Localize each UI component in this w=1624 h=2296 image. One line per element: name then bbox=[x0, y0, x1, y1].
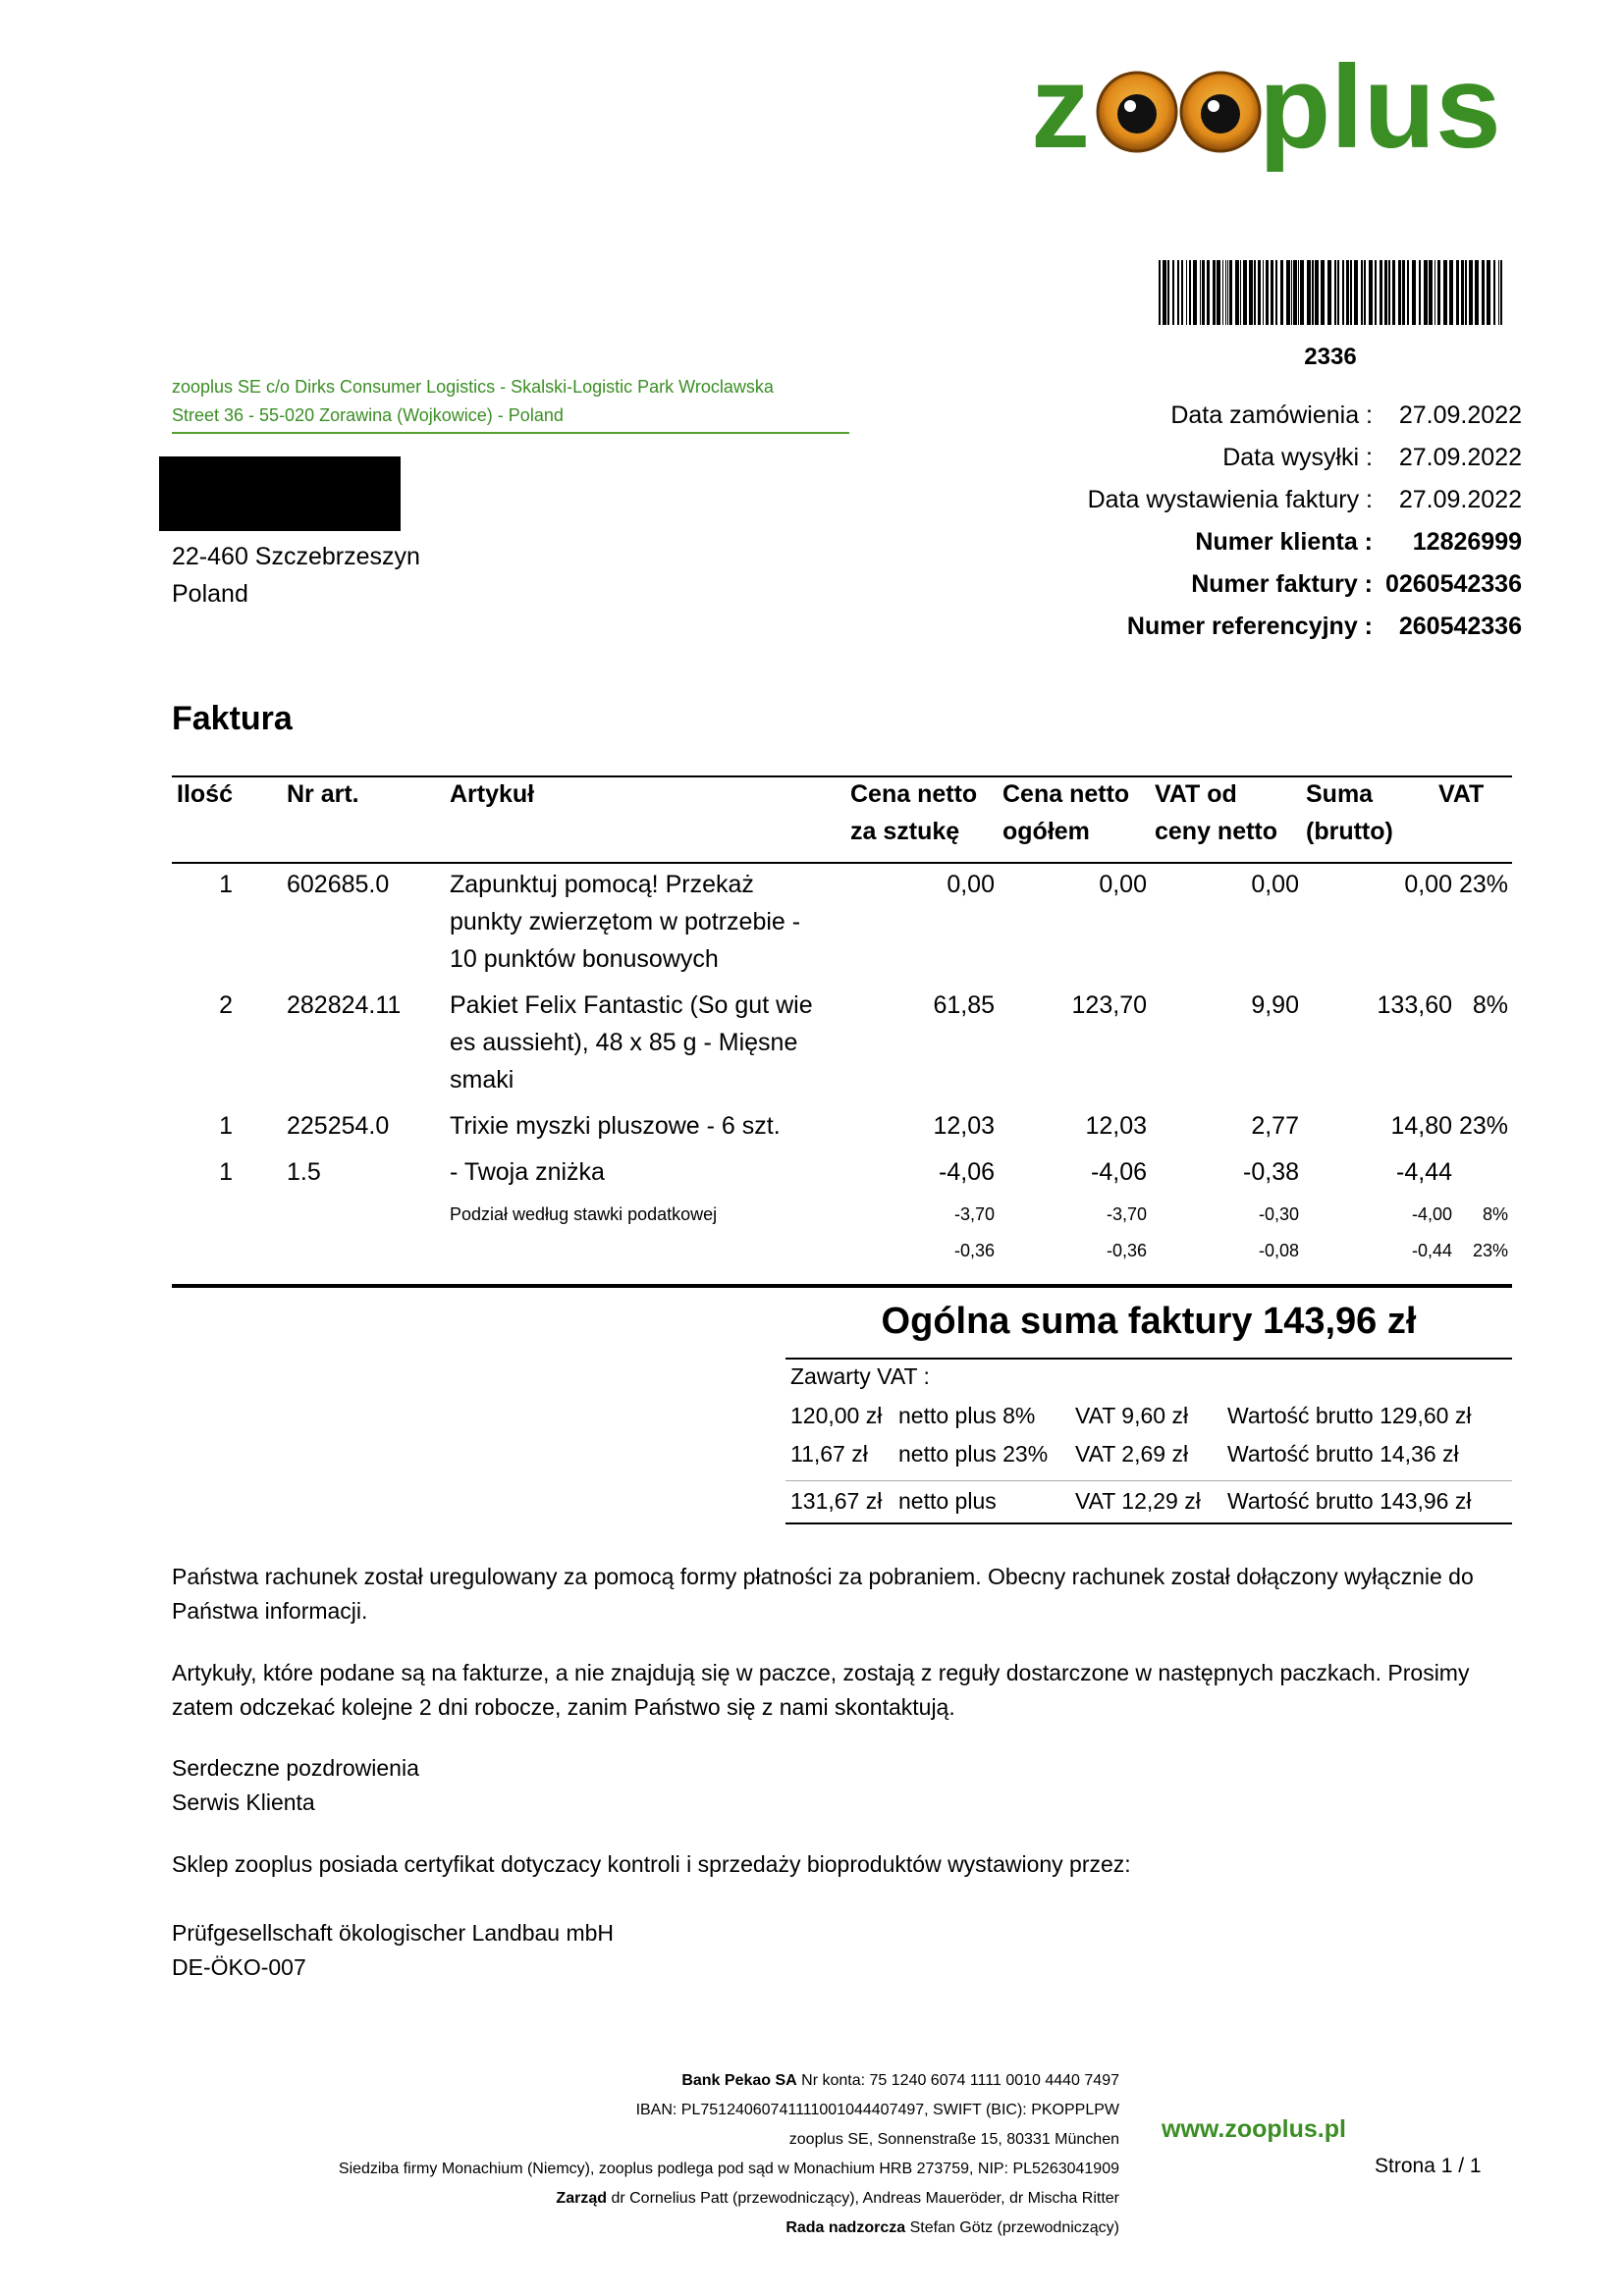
barcode-bar bbox=[1312, 260, 1314, 325]
barcode-bar bbox=[1227, 260, 1228, 325]
footer-iban: IBAN: PL75124060741111001044407497, SWIFT (BIC): PKOPPLPW bbox=[635, 2102, 1119, 2118]
cell-vat-net: 0,00 bbox=[1251, 871, 1299, 898]
barcode-bar bbox=[1235, 260, 1239, 325]
barcode-bar bbox=[1384, 260, 1387, 325]
footer-address: zooplus SE, Sonnenstraße 15, 80331 München bbox=[788, 2131, 1119, 2148]
cell-gross: 0,00 bbox=[1404, 871, 1452, 898]
vat-sum-vat: VAT 12,29 zł bbox=[1075, 1488, 1201, 1514]
barcode-bar bbox=[1229, 260, 1232, 325]
barcode-bar bbox=[1240, 260, 1241, 325]
cell-vat-net: -0,38 bbox=[1243, 1158, 1299, 1186]
greeting bbox=[172, 1751, 1517, 1820]
breakdown-unit-net: -0,36 bbox=[953, 1241, 995, 1260]
barcode-bar bbox=[1258, 260, 1261, 325]
text-line: DE-ÖKO-007 bbox=[172, 1954, 306, 1980]
breakdown-vat: 8% bbox=[1482, 1204, 1508, 1224]
barcode-bar bbox=[1298, 260, 1299, 325]
delivery-note bbox=[172, 1656, 1517, 1725]
barcode-bar bbox=[1193, 260, 1197, 325]
cell-total-net: -4,06 bbox=[1091, 1158, 1147, 1186]
col-header-gross: Suma bbox=[1306, 780, 1374, 808]
redacted-name-block bbox=[159, 456, 401, 531]
barcode-bar bbox=[1487, 260, 1490, 325]
sender-line: zooplus SE c/o Dirks Consumer Logistics - Skalski-Logistic Park Wroclawska bbox=[172, 377, 774, 397]
barcode-bar bbox=[1443, 260, 1447, 325]
barcode-bar bbox=[1307, 260, 1311, 325]
col-header-art-no: Nr art. bbox=[287, 780, 359, 808]
meta-value: 12826999 bbox=[1412, 528, 1522, 556]
breakdown-gross: -0,44 bbox=[1411, 1241, 1452, 1260]
barcode-bar bbox=[1275, 260, 1277, 325]
cell-unit-net: -4,06 bbox=[939, 1158, 995, 1186]
cell-article: Pakiet Felix Fantastic (So gut wie bbox=[450, 991, 813, 1019]
barcode-bar bbox=[1300, 260, 1304, 325]
cell-unit-net: 12,03 bbox=[933, 1112, 995, 1140]
meta-value: 27.09.2022 bbox=[1398, 486, 1522, 513]
cell-article: Zapunktuj pomocą! Przekaż bbox=[450, 871, 754, 898]
text-line: Prüfgesellschaft ökologischer Landbau mbH bbox=[172, 1920, 615, 1946]
barcode-bar bbox=[1375, 260, 1377, 325]
vat-row-net: 120,00 zł bbox=[790, 1403, 883, 1428]
footer-supervisory-label: Rada nadzorcza bbox=[785, 2219, 906, 2236]
text-line: Serwis Klienta bbox=[172, 1789, 315, 1815]
totals-bottom-rule bbox=[785, 1522, 1512, 1524]
col-header-vat: VAT bbox=[1438, 780, 1485, 808]
cell-unit-net: 61,85 bbox=[933, 991, 995, 1019]
barcode-number: 2336 bbox=[1304, 344, 1357, 370]
barcode-bar bbox=[1419, 260, 1421, 325]
cell-total-net: 12,03 bbox=[1085, 1112, 1147, 1140]
barcode-bar bbox=[1159, 260, 1161, 325]
cell-article: 10 punktów bonusowych bbox=[450, 945, 719, 973]
barcode-bar bbox=[1429, 260, 1433, 325]
barcode-bar bbox=[1291, 260, 1292, 325]
meta-value: 0260542336 bbox=[1384, 570, 1522, 598]
barcode-bar bbox=[1200, 260, 1201, 325]
barcode-bar bbox=[1402, 260, 1405, 325]
vat-row-label: netto plus 23% bbox=[898, 1441, 1049, 1467]
meta-label: Data zamówienia : bbox=[1170, 401, 1373, 429]
barcode-bar bbox=[1456, 260, 1459, 325]
vat-caption: Zawarty VAT : bbox=[790, 1363, 930, 1389]
barcode-bar bbox=[1346, 260, 1349, 325]
col-header-article: Artykuł bbox=[450, 780, 535, 808]
cell-article: punkty zwierzętom w potrzebie - bbox=[450, 908, 801, 935]
barcode-bar bbox=[1243, 260, 1247, 325]
barcode-bar bbox=[1342, 260, 1344, 325]
barcode-bar bbox=[1263, 260, 1264, 325]
cell-total-net: 0,00 bbox=[1099, 871, 1147, 898]
items-table bbox=[172, 775, 1512, 1286]
barcode-bar bbox=[1424, 260, 1428, 325]
barcode-bar bbox=[1354, 260, 1358, 325]
barcode-bar bbox=[1167, 260, 1169, 325]
meta-label: Data wysyłki : bbox=[1222, 444, 1373, 471]
cell-vat-net: 2,77 bbox=[1251, 1112, 1299, 1140]
certificate-note bbox=[172, 1847, 1517, 1882]
barcode-bar bbox=[1398, 260, 1401, 325]
text-line: Sklep zooplus posiada certyfikat dotyczacy kontroli i sprzedaży bioproduktów wystawiony przez: bbox=[172, 1851, 1131, 1877]
recipient-address bbox=[172, 538, 420, 613]
meta-row bbox=[982, 437, 1532, 479]
cell-qty: 1 bbox=[219, 871, 233, 898]
barcode-bar bbox=[1380, 260, 1382, 325]
barcode-bar bbox=[1498, 260, 1499, 325]
breakdown-label: Podział według stawki podatkowej bbox=[450, 1204, 718, 1224]
barcode-bar bbox=[1213, 260, 1216, 325]
barcode-bar bbox=[1327, 260, 1331, 325]
col-header-vat-net: VAT od bbox=[1155, 780, 1237, 808]
cell-article: Trixie myszki pluszowe - 6 szt. bbox=[450, 1112, 781, 1140]
text-line: Serdeczne pozdrowienia bbox=[172, 1755, 419, 1781]
meta-row bbox=[982, 479, 1532, 521]
recipient-line: Poland bbox=[172, 580, 248, 608]
barcode-bar bbox=[1465, 260, 1467, 325]
footer-board bbox=[245, 2184, 1119, 2214]
barcode-bar bbox=[1392, 260, 1395, 325]
barcode-bar bbox=[1280, 260, 1283, 325]
breakdown-unit-net: -3,70 bbox=[953, 1204, 995, 1224]
barcode-bar bbox=[1361, 260, 1363, 325]
barcode-bar bbox=[1225, 260, 1226, 325]
footer-board-members: dr Cornelius Patt (przewodniczący), Andreas Maueröder, dr Mischa Ritter bbox=[607, 2190, 1119, 2207]
barcode-bar bbox=[1412, 260, 1416, 325]
barcode bbox=[1159, 260, 1502, 325]
breakdown-total-net: -3,70 bbox=[1106, 1204, 1147, 1224]
barcode-bar bbox=[1181, 260, 1183, 325]
cell-art-no: 602685.0 bbox=[287, 871, 390, 898]
cell-vat-net: 9,90 bbox=[1251, 991, 1299, 1019]
meta-value: 27.09.2022 bbox=[1398, 444, 1522, 471]
website-link[interactable]: www.zooplus.pl bbox=[1162, 2115, 1346, 2143]
barcode-bar bbox=[1437, 260, 1440, 325]
barcode-bar bbox=[1286, 260, 1290, 325]
meta-label: Numer klienta : bbox=[1195, 528, 1373, 556]
recipient-line: 22-460 Szczebrzeszyn bbox=[172, 543, 420, 570]
footer-board-label: Zarząd bbox=[556, 2190, 607, 2207]
svg-text:plus: plus bbox=[1259, 41, 1501, 173]
vat-row-gross: Wartość brutto 14,36 zł bbox=[1227, 1441, 1459, 1467]
sender-line: Street 36 - 55-020 Zorawina (Wojkowice) - Poland bbox=[172, 405, 564, 425]
text-line: zatem odczekać kolejne 2 dni robocze, zanim Państwo się z nami skontaktują. bbox=[172, 1694, 955, 1720]
text-line: Państwa informacji. bbox=[172, 1598, 368, 1624]
payment-note bbox=[172, 1560, 1517, 1629]
invoice-meta bbox=[982, 395, 1532, 648]
meta-row bbox=[982, 521, 1532, 563]
barcode-bar bbox=[1217, 260, 1220, 325]
vat-row-label: netto plus 8% bbox=[898, 1403, 1036, 1428]
cell-vat: 8% bbox=[1472, 991, 1508, 1019]
cell-qty: 1 bbox=[219, 1112, 233, 1140]
barcode-bar bbox=[1271, 260, 1273, 325]
cell-vat: 23% bbox=[1458, 1112, 1508, 1140]
cell-article: smaki bbox=[450, 1066, 514, 1094]
cell-gross: 14,80 bbox=[1390, 1112, 1452, 1140]
text-line: Artykuły, które podane są na fakturze, a nie znajdują się w paczce, zostają z reguły dostarczone w następnych paczkach. Prosimy bbox=[172, 1660, 1470, 1685]
barcode-bar bbox=[1222, 260, 1223, 325]
vat-row-vat: VAT 9,60 zł bbox=[1075, 1403, 1189, 1428]
barcode-bar bbox=[1337, 260, 1339, 325]
vat-sum-gross: Wartość brutto 143,96 zł bbox=[1227, 1488, 1472, 1514]
col-header-qty: Ilość bbox=[177, 780, 233, 808]
meta-label: Numer faktury : bbox=[1191, 570, 1373, 598]
col-header-total-net: ogółem bbox=[1002, 818, 1090, 845]
meta-row bbox=[982, 606, 1532, 648]
barcode-bar bbox=[1364, 260, 1366, 325]
footer-supervisory bbox=[245, 2214, 1119, 2243]
barcode-bar bbox=[1293, 260, 1297, 325]
sender-address bbox=[172, 373, 849, 430]
barcode-bar bbox=[1334, 260, 1336, 325]
breakdown-vat-net: -0,30 bbox=[1258, 1204, 1299, 1224]
breakdown-gross: -4,00 bbox=[1411, 1204, 1452, 1224]
totals-mid-rule bbox=[785, 1480, 1512, 1481]
vat-row-gross: Wartość brutto 129,60 zł bbox=[1227, 1403, 1472, 1428]
vat-row-net: 11,67 zł bbox=[790, 1441, 868, 1467]
document-title: Faktura bbox=[172, 700, 293, 737]
meta-value: 260542336 bbox=[1398, 613, 1522, 640]
barcode-bar bbox=[1177, 260, 1179, 325]
footer-bank-account: Nr konta: 75 1240 6074 1111 0010 4440 7497 bbox=[796, 2072, 1119, 2089]
barcode-bar bbox=[1350, 260, 1352, 325]
cell-qty: 1 bbox=[219, 1158, 233, 1186]
cell-gross: 133,60 bbox=[1377, 991, 1452, 1019]
col-header-unit-net: za sztukę bbox=[850, 818, 960, 845]
cell-unit-net: 0,00 bbox=[947, 871, 995, 898]
breakdown-vat-net: -0,08 bbox=[1258, 1241, 1299, 1260]
barcode-bar bbox=[1315, 260, 1319, 325]
breakdown-vat: 23% bbox=[1472, 1241, 1508, 1260]
col-header-total-net: Cena netto bbox=[1002, 780, 1130, 808]
cell-article: es aussieht), 48 x 85 g - Mięsne bbox=[450, 1029, 798, 1056]
text-line: Państwa rachunek został uregulowany za pomocą formy płatności za pobraniem. Obecny rachunek został dołączony wyłącznie do bbox=[172, 1564, 1474, 1589]
cell-art-no: 225254.0 bbox=[287, 1112, 390, 1140]
cell-art-no: 1.5 bbox=[287, 1158, 321, 1186]
meta-label: Data wystawienia faktury : bbox=[1087, 486, 1373, 513]
cell-article: - Twoja zniżka bbox=[450, 1158, 605, 1186]
barcode-bar bbox=[1254, 260, 1256, 325]
col-header-vat-net: ceny netto bbox=[1155, 818, 1278, 845]
cell-qty: 2 bbox=[219, 991, 233, 1019]
barcode-bar bbox=[1186, 260, 1187, 325]
footer-supervisory-members: Stefan Götz (przewodniczący) bbox=[905, 2219, 1119, 2236]
breakdown-total-net: -0,36 bbox=[1106, 1241, 1147, 1260]
cell-vat: 23% bbox=[1458, 871, 1508, 898]
vat-row-vat: VAT 2,69 zł bbox=[1075, 1441, 1189, 1467]
cell-gross: -4,44 bbox=[1396, 1158, 1452, 1186]
certifier bbox=[172, 1916, 1517, 1985]
barcode-bar bbox=[1407, 260, 1409, 325]
sender-divider bbox=[172, 432, 849, 434]
zooplus-logo bbox=[1031, 39, 1502, 182]
meta-value: 27.09.2022 bbox=[1398, 401, 1522, 429]
barcode-bar bbox=[1500, 260, 1502, 325]
svg-text:z: z bbox=[1031, 41, 1090, 173]
vat-sum-label: netto plus bbox=[898, 1488, 997, 1514]
barcode-bar bbox=[1172, 260, 1174, 325]
barcode-bar bbox=[1202, 260, 1205, 325]
cell-art-no: 282824.11 bbox=[287, 991, 402, 1019]
grand-total: Ogólna suma faktury 143,96 zł bbox=[881, 1301, 1417, 1342]
barcode-bar bbox=[1388, 260, 1390, 325]
barcode-bar bbox=[1266, 260, 1269, 325]
barcode-bar bbox=[1449, 260, 1453, 325]
barcode-bar bbox=[1469, 260, 1473, 325]
barcode-bar bbox=[1475, 260, 1479, 325]
col-header-unit-net: Cena netto bbox=[850, 780, 978, 808]
vat-sum-net: 131,67 zł bbox=[790, 1488, 883, 1514]
footer-bank-name: Bank Pekao SA bbox=[681, 2072, 797, 2089]
barcode-bar bbox=[1189, 260, 1191, 325]
barcode-bar bbox=[1321, 260, 1325, 325]
meta-row bbox=[982, 395, 1532, 437]
barcode-bar bbox=[1493, 260, 1495, 325]
meta-label: Numer referencyjny : bbox=[1126, 613, 1373, 640]
col-header-gross: (brutto) bbox=[1306, 818, 1393, 845]
footer-bank bbox=[245, 2066, 1119, 2096]
totals-top-rule bbox=[785, 1358, 1512, 1360]
cell-total-net: 123,70 bbox=[1071, 991, 1147, 1019]
barcode-bar bbox=[1207, 260, 1210, 325]
barcode-bar bbox=[1249, 260, 1253, 325]
meta-row bbox=[982, 563, 1532, 606]
barcode-bar bbox=[1163, 260, 1166, 325]
footer-registry: Siedziba firmy Monachium (Niemcy), zooplus podlega pod sąd w Monachium HRB 273759, NIP: PL5263041909 bbox=[338, 2161, 1119, 2177]
barcode-bar bbox=[1482, 260, 1485, 325]
company-footer bbox=[245, 2066, 1119, 2243]
barcode-bar bbox=[1369, 260, 1373, 325]
barcode-bar bbox=[1461, 260, 1464, 325]
page-number: Strona 1 / 1 bbox=[1375, 2155, 1482, 2177]
